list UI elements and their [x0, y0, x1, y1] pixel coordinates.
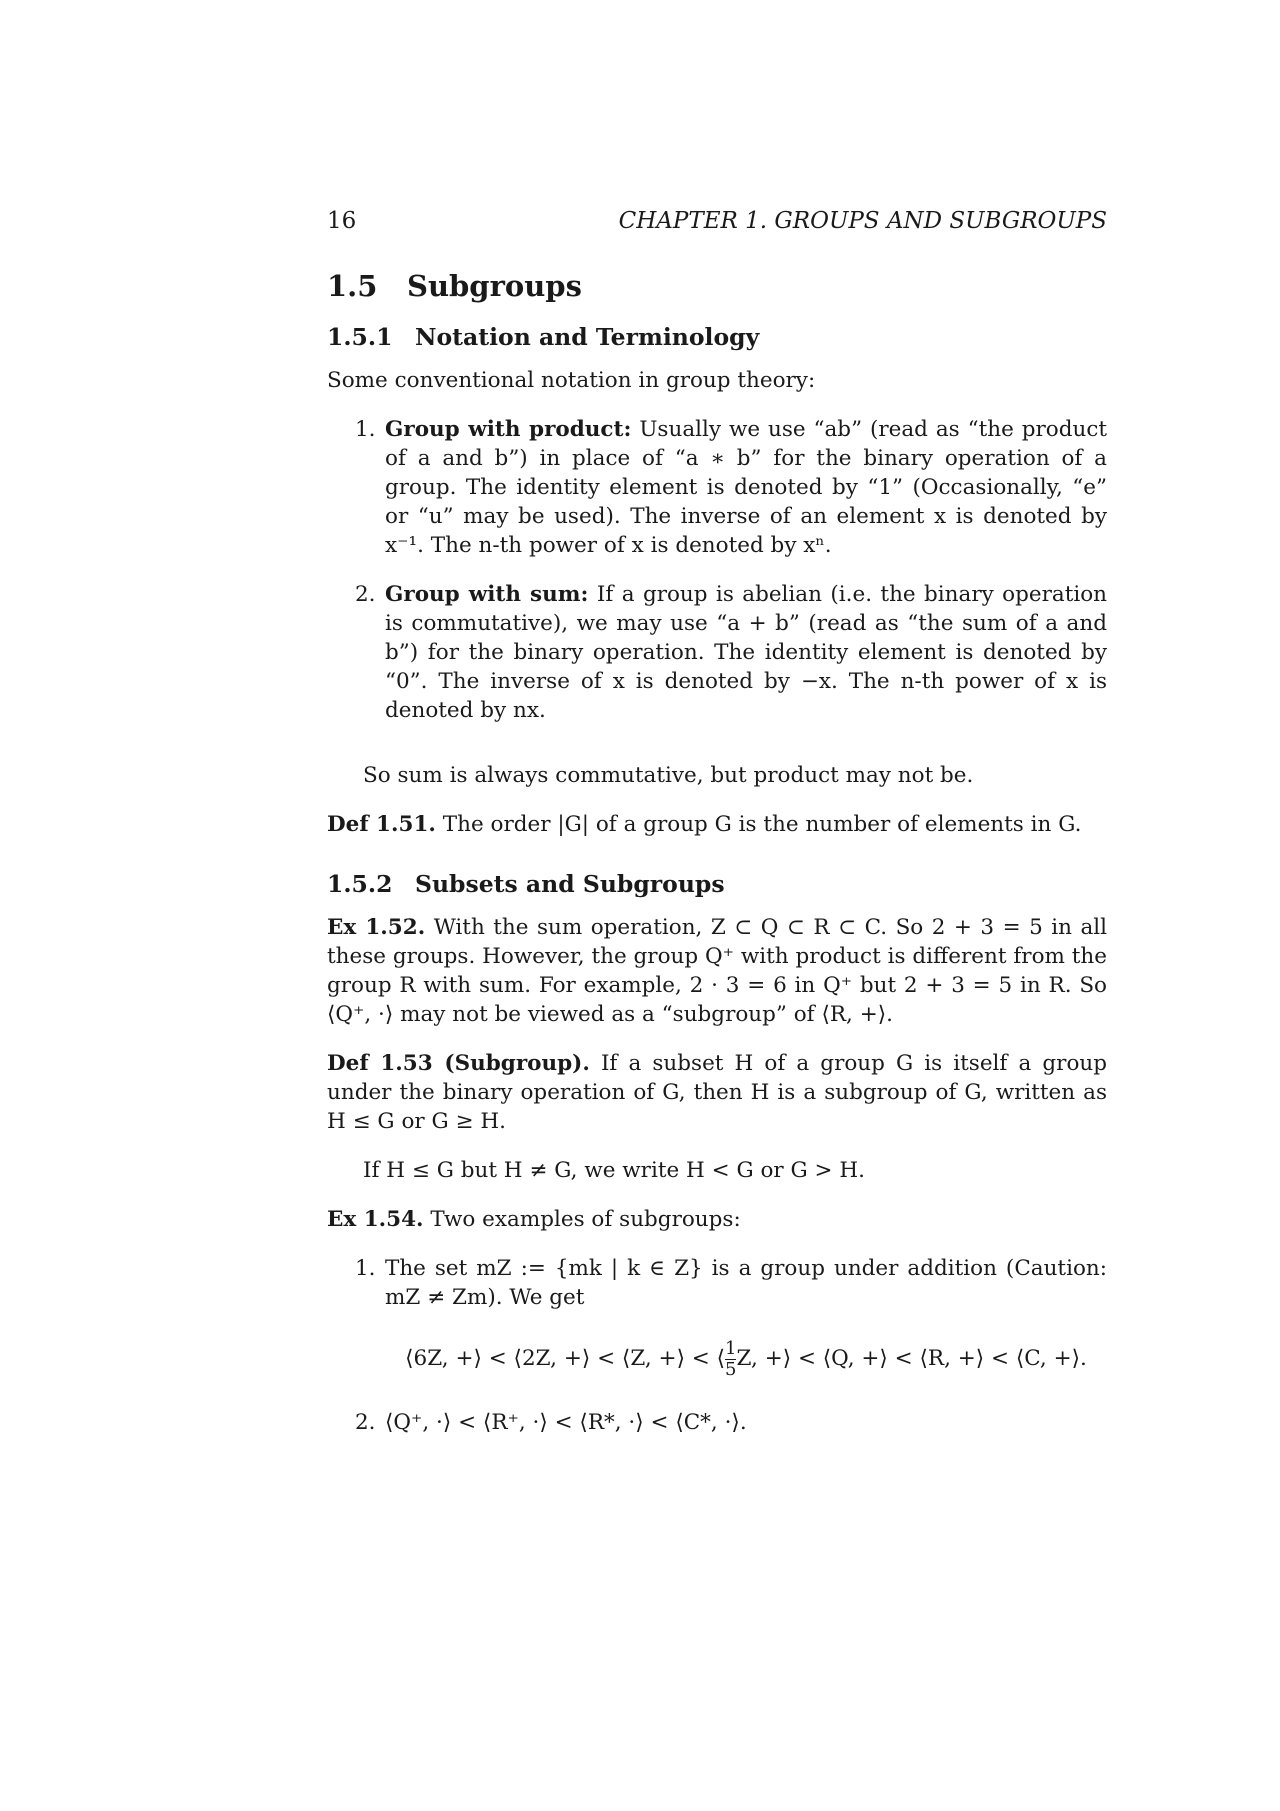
fraction-denominator: 5 [725, 1358, 737, 1380]
notation-list [327, 415, 1107, 725]
subsection-heading-subsets [327, 869, 1107, 899]
list-marker: 1. [355, 417, 376, 442]
example-text: Two examples of subgroups: [430, 1207, 741, 1232]
proper-subgroup-note: If H ≤ G but H ≠ G, we write H < G or G > H. [363, 1158, 865, 1183]
intro-paragraph: Some conventional notation in group theory: [327, 368, 816, 393]
display-equation [385, 1330, 1107, 1388]
subsection-number: 1.5.2 [327, 870, 393, 898]
example-label: Ex 1.54. [327, 1207, 424, 1232]
equation-left: ⟨6Z, +⟩ < ⟨2Z, +⟩ < ⟨Z, +⟩ < ⟨ [405, 1346, 726, 1371]
example-text: With the sum operation, Z ⊂ Q ⊂ R ⊂ C. So 2 + 3 = 5 in all these groups. However, the group Q⁺ with product is different from the group R with sum. For example, 2 · 3 = 6 in Q⁺ but 2 + 3 = 5 in R. So ⟨Q⁺, ·⟩ may not be viewed as a “subgroup” of ⟨R, +⟩. [327, 915, 1108, 1027]
list-item [327, 580, 1107, 725]
definition-1-51 [327, 810, 1107, 839]
subsection-title: Notation and Terminology [415, 323, 760, 351]
item-label: Group with product: [385, 417, 632, 442]
equation-right: Z, +⟩ < ⟨Q, +⟩ < ⟨R, +⟩ < ⟨C, +⟩. [736, 1346, 1087, 1371]
section-number: 1.5 [327, 269, 378, 303]
section-heading [327, 268, 1107, 304]
definition-label: Def 1.53 (Subgroup). [327, 1051, 590, 1076]
list-marker: 1. [355, 1256, 376, 1281]
list-marker: 2. [355, 582, 376, 607]
list-item [327, 1254, 1107, 1388]
definition-text: If a subset H of a group G is itself a group under the binary operation of G, then H is a subgroup of G, written as H ≤ G or G ≥ H. [327, 1051, 1108, 1134]
chapter-heading: CHAPTER 1. GROUPS AND SUBGROUPS [618, 208, 1107, 234]
item-text: If a group is abelian (i.e. the binary operation is commutative), we may use “a + b” (read as “the sum of a and b”) for the binary operation. The identity element is denoted by “0”. The inverse of x is denoted by −x. The n-th power of x is denoted by nx. [385, 582, 1107, 723]
list-marker: 2. [355, 1410, 376, 1435]
item-text: Usually we use “ab” (read as “the product of a and b”) in place of “a ∗ b” for the binary operation of a group. The identity element is denoted by “1” (Occasionally, “e” or “u” may be used). The inverse of an element x is denoted by x⁻¹. The n-th power of x is denoted by xⁿ. [385, 417, 1107, 558]
remark-paragraph: So sum is always commutative, but product may not be. [363, 763, 974, 788]
example-1-54 [327, 1205, 1107, 1234]
section-title: Subgroups [407, 269, 582, 303]
item-text: ⟨Q⁺, ·⟩ < ⟨R⁺, ·⟩ < ⟨R*, ·⟩ < ⟨C*, ·⟩. [385, 1410, 747, 1435]
page-number: 16 [327, 208, 357, 234]
page-content [327, 268, 1107, 1457]
definition-label: Def 1.51. [327, 812, 436, 837]
fraction-numerator: 1 [725, 1337, 737, 1359]
subsection-heading-notation [327, 322, 1107, 352]
item-label: Group with sum: [385, 582, 589, 607]
fraction [725, 1339, 736, 1380]
running-header [327, 208, 1107, 238]
subgroup-examples-list [327, 1254, 1107, 1437]
item-text: The set mZ := {mk | k ∈ Z} is a group under addition (Caution: mZ ≠ Zm). We get [385, 1256, 1107, 1310]
example-1-52 [327, 913, 1107, 1029]
list-item [327, 1408, 1107, 1437]
example-label: Ex 1.52. [327, 915, 426, 940]
definition-1-53 [327, 1049, 1107, 1136]
subsection-number: 1.5.1 [327, 323, 393, 351]
subsection-title: Subsets and Subgroups [415, 870, 725, 898]
definition-text: The order |G| of a group G is the number of elements in G. [442, 812, 1082, 837]
list-item [327, 415, 1107, 560]
